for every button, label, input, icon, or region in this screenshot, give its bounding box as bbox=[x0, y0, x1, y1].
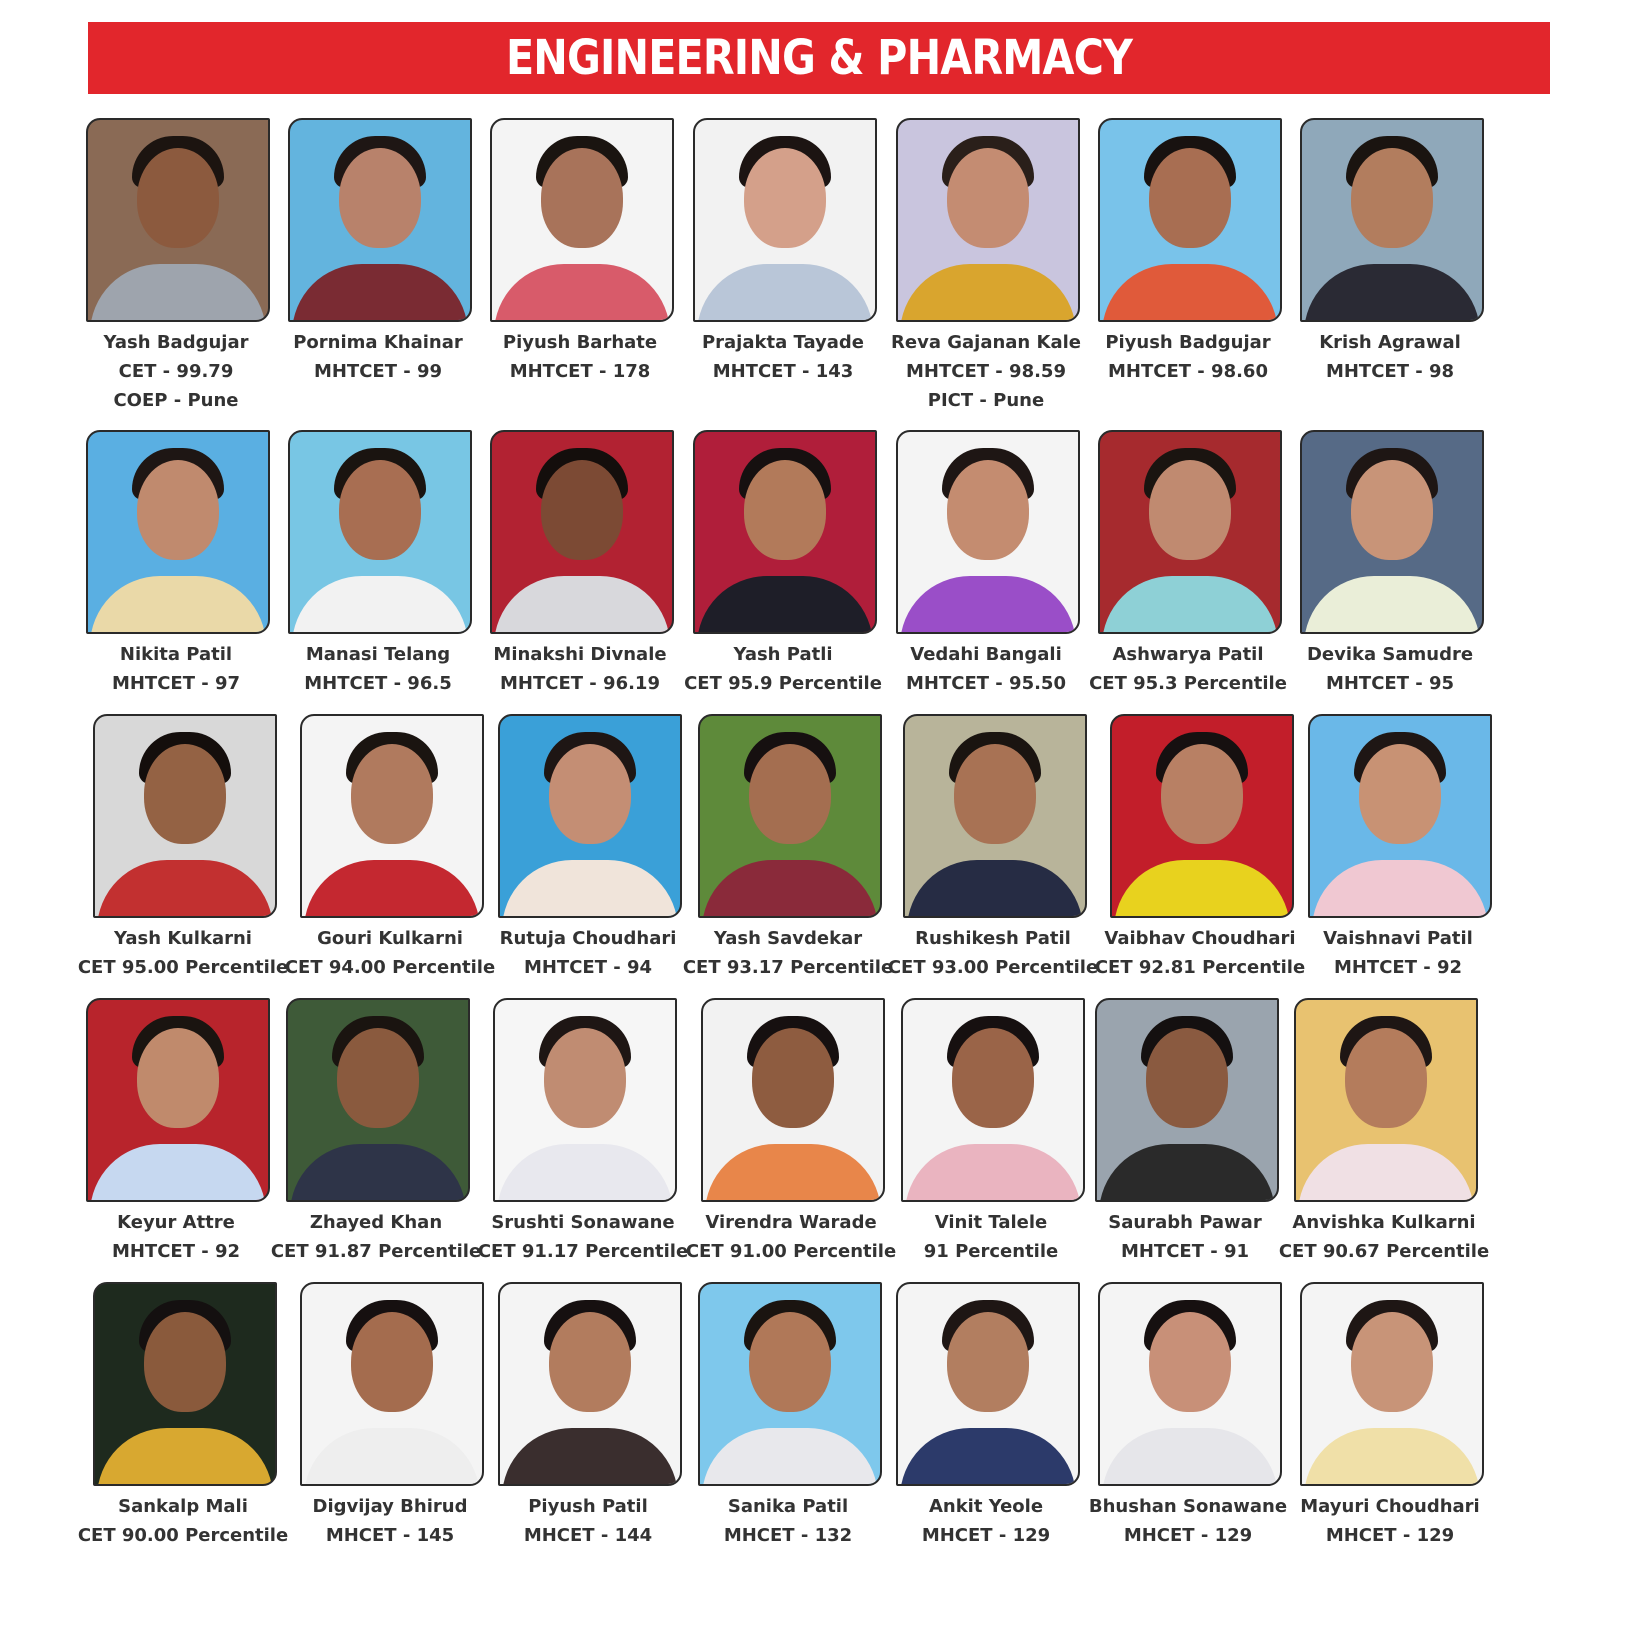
portrait-figure bbox=[905, 716, 1085, 916]
portrait-face bbox=[749, 1312, 831, 1412]
student-photo bbox=[286, 998, 470, 1202]
student-name: Reva Gajanan Kale bbox=[891, 332, 1081, 353]
student-score: CET 92.81 Percentile bbox=[1094, 957, 1306, 978]
student-caption bbox=[1070, 328, 1306, 386]
student-photo bbox=[1095, 998, 1279, 1202]
student-photo bbox=[1098, 430, 1282, 634]
student-name: Bhushan Sonawane bbox=[1088, 1496, 1288, 1517]
student-name: Yash Kulkarni bbox=[114, 928, 252, 949]
student-photo bbox=[498, 714, 682, 918]
student-name: Devika Samudre bbox=[1306, 644, 1474, 665]
student-caption bbox=[65, 924, 301, 982]
student-photo bbox=[1110, 714, 1294, 918]
portrait-figure bbox=[1097, 1000, 1277, 1200]
portrait-face bbox=[954, 744, 1036, 844]
portrait-face bbox=[339, 148, 421, 248]
student-card bbox=[1282, 430, 1498, 750]
student-college: PICT - Pune bbox=[927, 390, 1045, 411]
student-card bbox=[270, 430, 486, 750]
student-photo bbox=[896, 430, 1080, 634]
student-photo bbox=[1308, 714, 1492, 918]
student-caption bbox=[65, 1492, 301, 1550]
student-card bbox=[480, 714, 696, 1034]
student-caption bbox=[1272, 328, 1508, 386]
student-name: Virendra Warade bbox=[705, 1212, 877, 1233]
portrait-shirt bbox=[705, 1144, 881, 1202]
portrait-face bbox=[1359, 744, 1441, 844]
portrait-face bbox=[952, 1028, 1034, 1128]
portrait-figure bbox=[898, 120, 1078, 320]
student-card bbox=[1290, 714, 1506, 1034]
student-photo bbox=[1098, 1282, 1282, 1486]
student-score: MHTCET - 98.60 bbox=[1108, 361, 1268, 382]
student-photo bbox=[493, 998, 677, 1202]
student-name: Yash Savdekar bbox=[713, 928, 863, 949]
portrait-face bbox=[1149, 460, 1231, 560]
portrait-shirt bbox=[900, 576, 1076, 634]
portrait-figure bbox=[1100, 120, 1280, 320]
portrait-shirt bbox=[290, 1144, 466, 1202]
student-card bbox=[1276, 998, 1492, 1318]
portrait-figure bbox=[1296, 1000, 1476, 1200]
portrait-figure bbox=[700, 1284, 880, 1484]
portrait-shirt bbox=[900, 264, 1076, 322]
portrait-face bbox=[947, 1312, 1029, 1412]
student-score: MHTCET - 95 bbox=[1325, 673, 1455, 694]
student-photo bbox=[288, 118, 472, 322]
student-score: CET 95.9 Percentile bbox=[684, 673, 882, 694]
student-caption bbox=[1070, 640, 1306, 698]
portrait-figure bbox=[95, 1284, 275, 1484]
portrait-shirt bbox=[292, 576, 468, 634]
student-score: CET 94.00 Percentile bbox=[284, 957, 496, 978]
portrait-shirt bbox=[1304, 1428, 1480, 1486]
student-score: MHTCET - 143 bbox=[712, 361, 854, 382]
student-name: Minakshi Divnale bbox=[493, 644, 667, 665]
portrait-shirt bbox=[97, 860, 273, 918]
portrait-figure bbox=[492, 432, 672, 632]
portrait-face bbox=[1345, 1028, 1427, 1128]
portrait-face bbox=[1351, 148, 1433, 248]
student-photo bbox=[1300, 1282, 1484, 1486]
portrait-shirt bbox=[304, 860, 480, 918]
student-name: Srushti Sonawane bbox=[491, 1212, 675, 1233]
portrait-face bbox=[947, 148, 1029, 248]
portrait-face bbox=[137, 148, 219, 248]
portrait-shirt bbox=[905, 1144, 1081, 1202]
student-name: Yash Badgujar bbox=[103, 332, 249, 353]
banner-title: ENGINEERING & PHARMACY bbox=[505, 30, 1133, 86]
portrait-shirt bbox=[502, 1428, 678, 1486]
student-name: Rushikesh Patil bbox=[915, 928, 1071, 949]
student-card bbox=[675, 118, 891, 438]
portrait-face bbox=[947, 460, 1029, 560]
student-caption bbox=[260, 640, 496, 698]
portrait-figure bbox=[1112, 716, 1292, 916]
student-name: Prajakta Tayade bbox=[701, 332, 865, 353]
student-score: CET 91.00 Percentile bbox=[685, 1241, 897, 1262]
portrait-figure bbox=[290, 432, 470, 632]
student-caption bbox=[868, 1492, 1104, 1550]
student-caption bbox=[665, 328, 901, 386]
student-score: MHTCET - 99 bbox=[313, 361, 443, 382]
student-name: Vaibhav Choudhari bbox=[1104, 928, 1296, 949]
portrait-shirt bbox=[90, 576, 266, 634]
portrait-face bbox=[339, 460, 421, 560]
portrait-figure bbox=[500, 716, 680, 916]
student-name: Sanika Patil bbox=[727, 1496, 849, 1517]
student-photo bbox=[1294, 998, 1478, 1202]
student-card bbox=[883, 998, 1099, 1318]
student-card bbox=[1080, 1282, 1296, 1602]
portrait-shirt bbox=[1099, 1144, 1275, 1202]
student-name: Piyush Barhate bbox=[502, 332, 658, 353]
student-card bbox=[1077, 998, 1293, 1318]
portrait-figure bbox=[1100, 1284, 1280, 1484]
portrait-shirt bbox=[494, 264, 670, 322]
student-card bbox=[75, 714, 291, 1034]
portrait-face bbox=[541, 148, 623, 248]
student-card bbox=[1092, 714, 1308, 1034]
portrait-face bbox=[1149, 1312, 1231, 1412]
student-name: Ashwarya Patil bbox=[1112, 644, 1264, 665]
portrait-shirt bbox=[1114, 860, 1290, 918]
portrait-face bbox=[1146, 1028, 1228, 1128]
portrait-figure bbox=[88, 1000, 268, 1200]
student-score: CET - 99.79 bbox=[118, 361, 234, 382]
student-photo bbox=[93, 714, 277, 918]
portrait-figure bbox=[1302, 432, 1482, 632]
portrait-shirt bbox=[90, 1144, 266, 1202]
portrait-face bbox=[351, 1312, 433, 1412]
portrait-face bbox=[752, 1028, 834, 1128]
portrait-face bbox=[744, 460, 826, 560]
student-card bbox=[885, 714, 1101, 1034]
student-photo bbox=[903, 714, 1087, 918]
student-score: CET 95.3 Percentile bbox=[1089, 673, 1287, 694]
student-photo bbox=[93, 1282, 277, 1486]
student-photo bbox=[693, 430, 877, 634]
student-caption bbox=[465, 1208, 701, 1266]
student-name: Mayuri Choudhari bbox=[1300, 1496, 1480, 1517]
student-score: CET 93.17 Percentile bbox=[682, 957, 894, 978]
portrait-face bbox=[1161, 744, 1243, 844]
student-card bbox=[1080, 118, 1296, 438]
student-caption bbox=[1070, 1492, 1306, 1550]
student-score: MHTCET - 91 bbox=[1120, 1241, 1250, 1262]
portrait-shirt bbox=[1298, 1144, 1474, 1202]
student-score: MHTCET - 96.19 bbox=[500, 673, 660, 694]
student-name: Vedahi Bangali bbox=[910, 644, 1062, 665]
student-card bbox=[472, 430, 688, 750]
student-card bbox=[680, 714, 896, 1034]
student-photo bbox=[896, 118, 1080, 322]
student-score: MHCET - 144 bbox=[523, 1525, 653, 1546]
student-name: Saurabh Pawar bbox=[1108, 1212, 1262, 1233]
portrait-figure bbox=[700, 716, 880, 916]
portrait-face bbox=[144, 1312, 226, 1412]
student-photo bbox=[300, 1282, 484, 1486]
student-caption bbox=[258, 1208, 494, 1266]
student-caption bbox=[665, 640, 901, 698]
student-photo bbox=[693, 118, 877, 322]
student-name: Sankalp Mali bbox=[118, 1496, 248, 1517]
student-card bbox=[282, 714, 498, 1034]
portrait-face bbox=[1149, 148, 1231, 248]
student-caption bbox=[58, 328, 294, 415]
portrait-figure bbox=[302, 1284, 482, 1484]
student-score: MHTCET - 98 bbox=[1325, 361, 1455, 382]
student-photo bbox=[490, 430, 674, 634]
portrait-face bbox=[749, 744, 831, 844]
student-card bbox=[878, 118, 1094, 438]
student-card bbox=[270, 118, 486, 438]
portrait-figure bbox=[1302, 120, 1482, 320]
portrait-shirt bbox=[497, 1144, 673, 1202]
portrait-face bbox=[337, 1028, 419, 1128]
portrait-face bbox=[137, 460, 219, 560]
student-photo bbox=[896, 1282, 1080, 1486]
portrait-face bbox=[549, 744, 631, 844]
portrait-shirt bbox=[502, 860, 678, 918]
student-score: MHCET - 145 bbox=[325, 1525, 455, 1546]
portrait-figure bbox=[492, 120, 672, 320]
student-caption bbox=[868, 328, 1104, 415]
student-photo bbox=[701, 998, 885, 1202]
student-score: MHTCET - 178 bbox=[509, 361, 651, 382]
student-score: 91 Percentile bbox=[923, 1241, 1059, 1262]
student-photo bbox=[1300, 430, 1484, 634]
student-name: Manasi Telang bbox=[305, 644, 451, 665]
portrait-face bbox=[144, 744, 226, 844]
student-name: Krish Agrawal bbox=[1319, 332, 1461, 353]
portrait-face bbox=[1351, 460, 1433, 560]
portrait-face bbox=[544, 1028, 626, 1128]
portrait-face bbox=[549, 1312, 631, 1412]
student-caption bbox=[462, 640, 698, 698]
portrait-face bbox=[137, 1028, 219, 1128]
student-score: MHCET - 129 bbox=[1123, 1525, 1253, 1546]
student-name: Zhayed Khan bbox=[309, 1212, 443, 1233]
student-name: Yash Patli bbox=[733, 644, 833, 665]
student-score: MHTCET - 94 bbox=[523, 957, 653, 978]
portrait-figure bbox=[703, 1000, 883, 1200]
student-photo bbox=[1300, 118, 1484, 322]
student-name: Keyur Attre bbox=[117, 1212, 235, 1233]
portrait-face bbox=[541, 460, 623, 560]
student-name: Rutuja Choudhari bbox=[499, 928, 677, 949]
student-card bbox=[1080, 430, 1296, 750]
student-card bbox=[480, 1282, 696, 1602]
portrait-figure bbox=[500, 1284, 680, 1484]
portrait-figure bbox=[1100, 432, 1280, 632]
student-photo bbox=[300, 714, 484, 918]
portrait-face bbox=[351, 744, 433, 844]
student-name: Piyush Patil bbox=[528, 1496, 648, 1517]
student-card bbox=[675, 430, 891, 750]
portrait-figure bbox=[898, 432, 1078, 632]
student-score: MHCET - 132 bbox=[723, 1525, 853, 1546]
portrait-shirt bbox=[702, 860, 878, 918]
portrait-shirt bbox=[304, 1428, 480, 1486]
student-score: CET 91.17 Percentile bbox=[477, 1241, 689, 1262]
student-photo bbox=[901, 998, 1085, 1202]
student-score: MHTCET - 98.59 bbox=[906, 361, 1066, 382]
student-card bbox=[878, 430, 1094, 750]
student-photo bbox=[86, 118, 270, 322]
student-card bbox=[282, 1282, 498, 1602]
student-name: Ankit Yeole bbox=[928, 1496, 1044, 1517]
student-card bbox=[878, 1282, 1094, 1602]
student-name: Vinit Talele bbox=[934, 1212, 1048, 1233]
student-photo bbox=[1098, 118, 1282, 322]
portrait-figure bbox=[898, 1284, 1078, 1484]
student-score: CET 91.87 Percentile bbox=[270, 1241, 482, 1262]
portrait-shirt bbox=[1102, 576, 1278, 634]
student-score: CET 90.00 Percentile bbox=[77, 1525, 289, 1546]
portrait-shirt bbox=[1312, 860, 1488, 918]
student-caption bbox=[462, 328, 698, 386]
portrait-figure bbox=[695, 120, 875, 320]
student-card bbox=[472, 118, 688, 438]
portrait-figure bbox=[695, 432, 875, 632]
student-card bbox=[68, 118, 284, 438]
student-card bbox=[75, 1282, 291, 1602]
student-score: MHCET - 129 bbox=[1325, 1525, 1455, 1546]
student-score: CET 90.67 Percentile bbox=[1278, 1241, 1490, 1262]
portrait-figure bbox=[903, 1000, 1083, 1200]
student-card bbox=[68, 430, 284, 750]
student-photo bbox=[698, 1282, 882, 1486]
student-score: MHTCET - 95.50 bbox=[906, 673, 1066, 694]
student-card bbox=[475, 998, 691, 1318]
student-score: CET 93.00 Percentile bbox=[887, 957, 1099, 978]
student-caption bbox=[1272, 640, 1508, 698]
portrait-figure bbox=[1302, 1284, 1482, 1484]
student-caption bbox=[260, 328, 496, 386]
portrait-figure bbox=[1310, 716, 1490, 916]
student-caption bbox=[1272, 1492, 1508, 1550]
portrait-shirt bbox=[702, 1428, 878, 1486]
student-score: MHTCET - 97 bbox=[111, 673, 241, 694]
student-score: MHTCET - 96.5 bbox=[304, 673, 452, 694]
student-score: MHCET - 129 bbox=[921, 1525, 1051, 1546]
student-photo bbox=[498, 1282, 682, 1486]
student-photo bbox=[490, 118, 674, 322]
student-name: Vaishnavi Patil bbox=[1323, 928, 1473, 949]
portrait-figure bbox=[302, 716, 482, 916]
portrait-figure bbox=[495, 1000, 675, 1200]
student-name: Piyush Badgujar bbox=[1105, 332, 1271, 353]
portrait-shirt bbox=[907, 860, 1083, 918]
student-caption bbox=[1266, 1208, 1502, 1266]
portrait-shirt bbox=[90, 264, 266, 322]
portrait-figure bbox=[288, 1000, 468, 1200]
portrait-shirt bbox=[1102, 264, 1278, 322]
student-card bbox=[1282, 1282, 1498, 1602]
portrait-shirt bbox=[900, 1428, 1076, 1486]
student-card bbox=[680, 1282, 896, 1602]
portrait-figure bbox=[88, 120, 268, 320]
portrait-figure bbox=[88, 432, 268, 632]
portrait-figure bbox=[95, 716, 275, 916]
portrait-shirt bbox=[697, 576, 873, 634]
student-name: Nikita Patil bbox=[119, 644, 233, 665]
portrait-face bbox=[1351, 1312, 1433, 1412]
portrait-shirt bbox=[1304, 576, 1480, 634]
student-score: MHTCET - 92 bbox=[1333, 957, 1463, 978]
portrait-shirt bbox=[1304, 264, 1480, 322]
portrait-shirt bbox=[697, 264, 873, 322]
student-caption bbox=[875, 924, 1111, 982]
portrait-face bbox=[744, 148, 826, 248]
student-score: CET 95.00 Percentile bbox=[77, 957, 289, 978]
student-name: Digvijay Bhirud bbox=[312, 1496, 468, 1517]
portrait-shirt bbox=[494, 576, 670, 634]
student-photo bbox=[288, 430, 472, 634]
portrait-shirt bbox=[1102, 1428, 1278, 1486]
student-photo bbox=[86, 430, 270, 634]
student-caption bbox=[1280, 924, 1516, 982]
student-caption bbox=[670, 924, 906, 982]
portrait-figure bbox=[290, 120, 470, 320]
student-card bbox=[683, 998, 899, 1318]
student-photo bbox=[86, 998, 270, 1202]
portrait-shirt bbox=[97, 1428, 273, 1486]
student-photo bbox=[698, 714, 882, 918]
student-score: MHTCET - 92 bbox=[111, 1241, 241, 1262]
portrait-shirt bbox=[292, 264, 468, 322]
student-name: Anvishka Kulkarni bbox=[1292, 1212, 1476, 1233]
student-name: Pornima Khainar bbox=[293, 332, 463, 353]
student-card bbox=[1282, 118, 1498, 438]
student-name: Gouri Kulkarni bbox=[317, 928, 463, 949]
student-caption bbox=[58, 640, 294, 698]
student-card bbox=[68, 998, 284, 1318]
section-banner bbox=[88, 22, 1550, 94]
student-card bbox=[268, 998, 484, 1318]
student-college: COEP - Pune bbox=[113, 390, 239, 411]
student-caption bbox=[868, 640, 1104, 698]
